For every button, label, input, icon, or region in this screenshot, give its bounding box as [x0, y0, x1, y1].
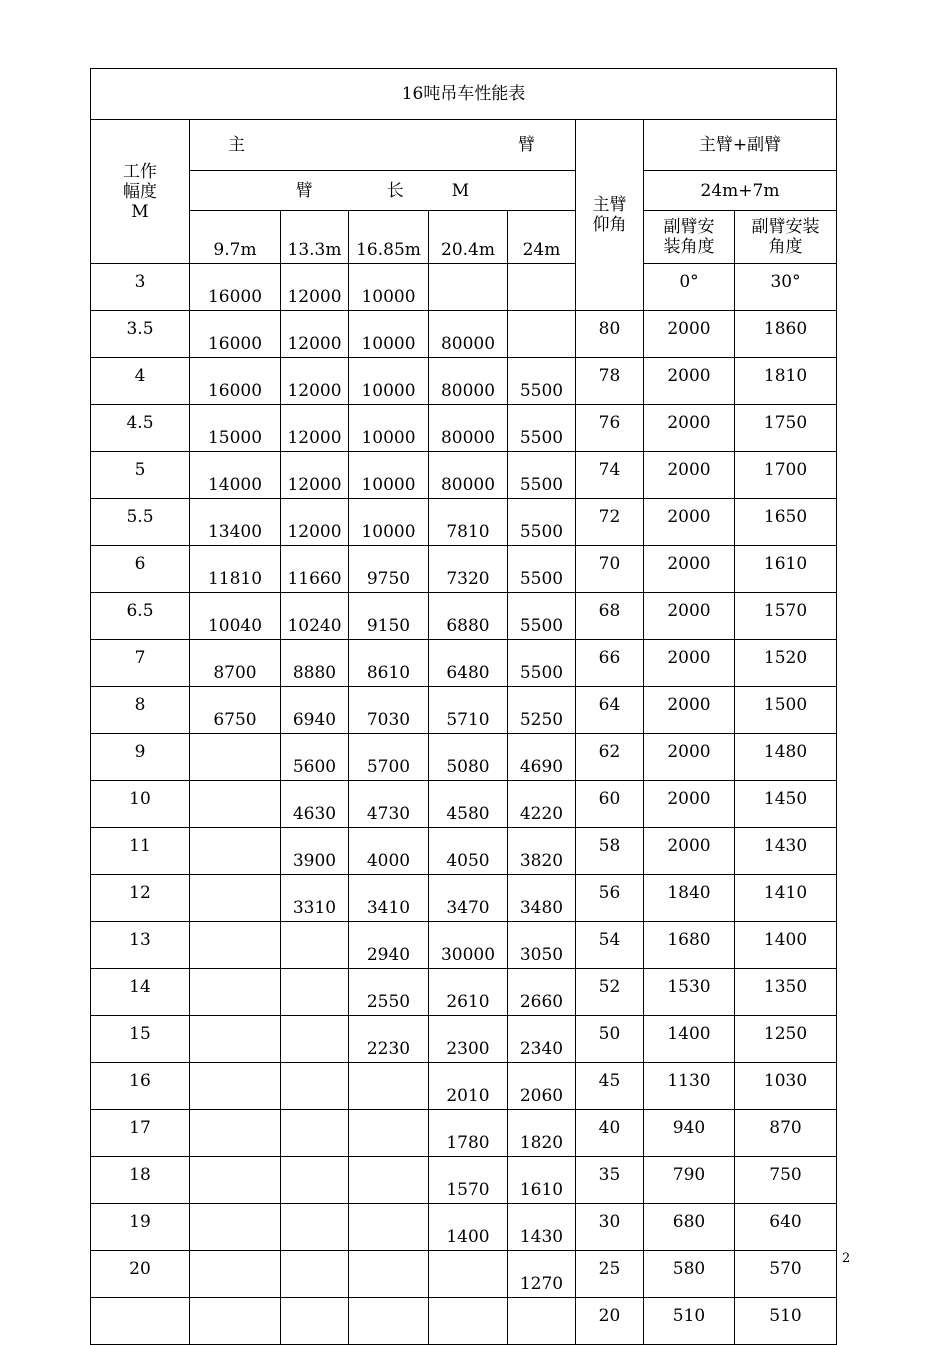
- load-cell: [190, 922, 281, 969]
- elevation-cell: 74: [576, 452, 644, 499]
- page-number: 2: [842, 1251, 851, 1266]
- aux-load-a-cell: 2000: [644, 734, 735, 781]
- radius-cell: 5: [91, 452, 190, 499]
- table-row: [91, 1251, 837, 1298]
- load-cell: [281, 1298, 349, 1345]
- table-row: [91, 875, 837, 922]
- load-cell: 1820: [508, 1110, 576, 1157]
- aux-load-b-cell: 1350: [735, 969, 837, 1016]
- main-boom-char-1: 主: [228, 135, 245, 155]
- load-cell: [190, 1157, 281, 1204]
- load-cell: [190, 1063, 281, 1110]
- load-cell: 4220: [508, 781, 576, 828]
- aux-load-a-cell: 940: [644, 1110, 735, 1157]
- aux-load-a-cell: 1680: [644, 922, 735, 969]
- elevation-cell: 52: [576, 969, 644, 1016]
- radius-cell: 17: [91, 1110, 190, 1157]
- elevation-cell: 62: [576, 734, 644, 781]
- radius-cell: 13: [91, 922, 190, 969]
- header-line: 副臂安装: [751, 217, 820, 237]
- table-row: [91, 781, 837, 828]
- load-cell: 2940: [349, 922, 429, 969]
- load-cell: [508, 264, 576, 311]
- load-cell: 1780: [429, 1110, 508, 1157]
- elevation-cell: 76: [576, 405, 644, 452]
- load-cell: 3050: [508, 922, 576, 969]
- aux-load-a-cell: 1130: [644, 1063, 735, 1110]
- elevation-cell: 30: [576, 1204, 644, 1251]
- aux-load-b-cell: 1750: [735, 405, 837, 452]
- load-cell: 12000: [281, 264, 349, 311]
- load-cell: 10000: [349, 264, 429, 311]
- aux-load-a-cell: 2000: [644, 781, 735, 828]
- radius-cell: 9: [91, 734, 190, 781]
- load-cell: 4000: [349, 828, 429, 875]
- load-cell: 5710: [429, 687, 508, 734]
- table-row: [91, 1110, 837, 1157]
- aux-load-b-cell: 510: [735, 1298, 837, 1345]
- load-cell: 6750: [190, 687, 281, 734]
- aux-load-a-cell: 2000: [644, 640, 735, 687]
- radius-cell: 5.5: [91, 499, 190, 546]
- load-cell: [190, 875, 281, 922]
- load-cell: 3480: [508, 875, 576, 922]
- load-cell: [429, 1251, 508, 1298]
- radius-cell: [91, 1298, 190, 1345]
- load-cell: 5600: [281, 734, 349, 781]
- load-cell: [190, 734, 281, 781]
- elevation-cell: 35: [576, 1157, 644, 1204]
- load-cell: [281, 1110, 349, 1157]
- load-cell: [190, 1251, 281, 1298]
- aux-load-a-cell: 2000: [644, 593, 735, 640]
- load-cell: 7320: [429, 546, 508, 593]
- table-row: [91, 358, 837, 405]
- aux-load-b-cell: 1430: [735, 828, 837, 875]
- load-cell: 3820: [508, 828, 576, 875]
- aux-load-b-cell: 750: [735, 1157, 837, 1204]
- aux-load-b-cell: 870: [735, 1110, 837, 1157]
- load-cell: 4050: [429, 828, 508, 875]
- load-cell: 4730: [349, 781, 429, 828]
- load-cell: 10000: [349, 452, 429, 499]
- header-line: 角度: [768, 237, 803, 257]
- radius-cell: 6: [91, 546, 190, 593]
- aux-deg-b: 30°: [735, 264, 837, 311]
- table-row: [91, 311, 837, 358]
- aux-load-b-cell: 1610: [735, 546, 837, 593]
- aux-boom-header: 主臂+副臂: [644, 120, 837, 171]
- load-cell: [281, 969, 349, 1016]
- boom-length-char: 长: [386, 180, 404, 201]
- load-cell: [190, 1110, 281, 1157]
- load-cell: 10000: [349, 405, 429, 452]
- load-cell: 3900: [281, 828, 349, 875]
- elevation-cell: 72: [576, 499, 644, 546]
- load-cell: 2230: [349, 1016, 429, 1063]
- load-cell: 2610: [429, 969, 508, 1016]
- aux-load-b-cell: 1030: [735, 1063, 837, 1110]
- table-row: [91, 828, 837, 875]
- elevation-cell: 68: [576, 593, 644, 640]
- aux-load-b-cell: 1500: [735, 687, 837, 734]
- load-cell: 10000: [349, 499, 429, 546]
- boom-length-unit: M: [451, 180, 470, 201]
- load-cell: 1430: [508, 1204, 576, 1251]
- elevation-cell: 64: [576, 687, 644, 734]
- load-cell: [281, 922, 349, 969]
- load-cell: [508, 1298, 576, 1345]
- load-cell: 5500: [508, 546, 576, 593]
- aux-load-a-cell: 1840: [644, 875, 735, 922]
- aux-load-b-cell: 1480: [735, 734, 837, 781]
- load-cell: 5500: [508, 640, 576, 687]
- aux-load-a-cell: 2000: [644, 405, 735, 452]
- radius-cell: 16: [91, 1063, 190, 1110]
- load-cell: 5500: [508, 499, 576, 546]
- work-radius-header: [91, 120, 190, 264]
- radius-cell: 12: [91, 875, 190, 922]
- load-cell: [190, 828, 281, 875]
- header-line: 幅度: [123, 181, 157, 202]
- load-cell: [349, 1204, 429, 1251]
- length-col-1: 9.7m: [190, 211, 281, 264]
- elevation-cell: 80: [576, 311, 644, 358]
- load-cell: 15000: [190, 405, 281, 452]
- radius-cell: 14: [91, 969, 190, 1016]
- radius-cell: 4.5: [91, 405, 190, 452]
- elevation-cell: 56: [576, 875, 644, 922]
- elevation-cell: 78: [576, 358, 644, 405]
- table-row: [91, 922, 837, 969]
- load-cell: 7030: [349, 687, 429, 734]
- load-cell: 11660: [281, 546, 349, 593]
- table-row: [91, 734, 837, 781]
- header-line: 装角度: [663, 237, 715, 257]
- table-row: [91, 1298, 837, 1345]
- aux-load-a-cell: 580: [644, 1251, 735, 1298]
- load-cell: [190, 781, 281, 828]
- load-cell: 2010: [429, 1063, 508, 1110]
- load-cell: 13400: [190, 499, 281, 546]
- aux-load-a-cell: 2000: [644, 452, 735, 499]
- elevation-cell: 45: [576, 1063, 644, 1110]
- header-line: 副臂安: [663, 217, 715, 237]
- aux-load-b-cell: 1520: [735, 640, 837, 687]
- load-cell: 9750: [349, 546, 429, 593]
- load-cell: 5700: [349, 734, 429, 781]
- aux-load-b-cell: 1570: [735, 593, 837, 640]
- load-cell: [281, 1016, 349, 1063]
- aux-load-b-cell: 1250: [735, 1016, 837, 1063]
- load-cell: 7810: [429, 499, 508, 546]
- load-cell: [281, 1063, 349, 1110]
- load-cell: 80000: [429, 311, 508, 358]
- aux-load-b-cell: 1450: [735, 781, 837, 828]
- load-cell: 6940: [281, 687, 349, 734]
- load-cell: [281, 1251, 349, 1298]
- header-line: M: [131, 201, 149, 222]
- load-cell: [349, 1251, 429, 1298]
- load-cell: 16000: [190, 311, 281, 358]
- load-cell: [349, 1063, 429, 1110]
- load-cell: 2060: [508, 1063, 576, 1110]
- elevation-header: [576, 120, 644, 311]
- load-cell: 10240: [281, 593, 349, 640]
- elevation-cell: 70: [576, 546, 644, 593]
- load-cell: 2550: [349, 969, 429, 1016]
- load-cell: 12000: [281, 358, 349, 405]
- aux-load-a-cell: 790: [644, 1157, 735, 1204]
- load-cell: 5080: [429, 734, 508, 781]
- radius-cell: 10: [91, 781, 190, 828]
- aux-spec: 24m+7m: [644, 171, 837, 211]
- load-cell: 1570: [429, 1157, 508, 1204]
- elevation-cell: 54: [576, 922, 644, 969]
- load-cell: 5500: [508, 405, 576, 452]
- radius-cell: 15: [91, 1016, 190, 1063]
- aux-load-b-cell: 1810: [735, 358, 837, 405]
- load-cell: 12000: [281, 499, 349, 546]
- load-cell: 6480: [429, 640, 508, 687]
- header-line: 工作: [123, 161, 157, 182]
- table-row: [91, 1063, 837, 1110]
- load-cell: 8700: [190, 640, 281, 687]
- aux-load-a-cell: 510: [644, 1298, 735, 1345]
- load-cell: 2660: [508, 969, 576, 1016]
- table-row: [91, 405, 837, 452]
- load-cell: 80000: [429, 405, 508, 452]
- radius-cell: 8: [91, 687, 190, 734]
- header-line: 主臂: [592, 195, 627, 215]
- load-cell: 30000: [429, 922, 508, 969]
- radius-cell: 7: [91, 640, 190, 687]
- load-cell: 3310: [281, 875, 349, 922]
- crane-performance-table: [90, 68, 837, 1345]
- length-col-5: 24m: [508, 211, 576, 264]
- radius-cell: 11: [91, 828, 190, 875]
- load-cell: 5500: [508, 452, 576, 499]
- load-cell: 1270: [508, 1251, 576, 1298]
- table-row: [91, 640, 837, 687]
- table-row: [91, 969, 837, 1016]
- load-cell: 9150: [349, 593, 429, 640]
- load-cell: 4580: [429, 781, 508, 828]
- radius-cell: 20: [91, 1251, 190, 1298]
- radius-cell: 19: [91, 1204, 190, 1251]
- load-cell: 12000: [281, 452, 349, 499]
- aux-load-a-cell: 2000: [644, 546, 735, 593]
- load-cell: 2300: [429, 1016, 508, 1063]
- aux-load-a-cell: 1400: [644, 1016, 735, 1063]
- load-cell: 12000: [281, 405, 349, 452]
- aux-load-a-cell: 2000: [644, 311, 735, 358]
- table-row: [91, 1016, 837, 1063]
- main-boom-char-2: 臂: [518, 135, 535, 155]
- elevation-cell: 66: [576, 640, 644, 687]
- aux-load-b-cell: 1860: [735, 311, 837, 358]
- table-row: [91, 687, 837, 734]
- length-col-3: 16.85m: [349, 211, 429, 264]
- load-cell: [190, 1298, 281, 1345]
- load-cell: 10000: [349, 358, 429, 405]
- table-row: [91, 1204, 837, 1251]
- load-cell: [429, 1298, 508, 1345]
- aux-load-b-cell: 570: [735, 1251, 837, 1298]
- load-cell: 80000: [429, 358, 508, 405]
- aux-load-a-cell: 2000: [644, 687, 735, 734]
- radius-cell: 3.5: [91, 311, 190, 358]
- load-cell: 2340: [508, 1016, 576, 1063]
- load-cell: 3470: [429, 875, 508, 922]
- load-cell: 6880: [429, 593, 508, 640]
- table-row: [91, 593, 837, 640]
- load-cell: 1610: [508, 1157, 576, 1204]
- elevation-cell: 20: [576, 1298, 644, 1345]
- load-cell: 16000: [190, 264, 281, 311]
- load-cell: [190, 1016, 281, 1063]
- aux-load-b-cell: 1700: [735, 452, 837, 499]
- load-cell: [281, 1204, 349, 1251]
- load-cell: [508, 311, 576, 358]
- load-cell: 8880: [281, 640, 349, 687]
- load-cell: 8610: [349, 640, 429, 687]
- load-cell: 3410: [349, 875, 429, 922]
- aux-load-a-cell: 680: [644, 1204, 735, 1251]
- aux-load-b-cell: 1650: [735, 499, 837, 546]
- elevation-cell: 40: [576, 1110, 644, 1157]
- boom-length-char: 臂: [295, 180, 313, 201]
- table-row: [91, 546, 837, 593]
- aux-load-b-cell: 1400: [735, 922, 837, 969]
- aux-load-a-cell: 1530: [644, 969, 735, 1016]
- load-cell: 4690: [508, 734, 576, 781]
- aux-angle-a-header: [644, 211, 735, 264]
- load-cell: 14000: [190, 452, 281, 499]
- radius-cell: 18: [91, 1157, 190, 1204]
- aux-load-a-cell: 2000: [644, 499, 735, 546]
- load-cell: [190, 969, 281, 1016]
- radius-cell: 4: [91, 358, 190, 405]
- load-cell: [349, 1110, 429, 1157]
- length-col-2: 13.3m: [281, 211, 349, 264]
- radius-cell: 3: [91, 264, 190, 311]
- load-cell: 12000: [281, 311, 349, 358]
- load-cell: [190, 1204, 281, 1251]
- aux-load-a-cell: 2000: [644, 828, 735, 875]
- aux-angle-b-header: [735, 211, 837, 264]
- elevation-cell: 25: [576, 1251, 644, 1298]
- aux-deg-a: 0°: [644, 264, 735, 311]
- elevation-cell: 50: [576, 1016, 644, 1063]
- load-cell: 11810: [190, 546, 281, 593]
- load-cell: 16000: [190, 358, 281, 405]
- table-row: [91, 1157, 837, 1204]
- load-cell: 5500: [508, 358, 576, 405]
- main-boom-header: [190, 120, 576, 171]
- table-row: [91, 452, 837, 499]
- load-cell: [349, 1157, 429, 1204]
- load-cell: [281, 1157, 349, 1204]
- load-cell: 5250: [508, 687, 576, 734]
- load-cell: 5500: [508, 593, 576, 640]
- table-title: 16吨吊车性能表: [91, 69, 837, 120]
- aux-load-b-cell: 1410: [735, 875, 837, 922]
- length-col-4: 20.4m: [429, 211, 508, 264]
- header-line: 仰角: [592, 215, 627, 235]
- load-cell: 4630: [281, 781, 349, 828]
- load-cell: [349, 1298, 429, 1345]
- aux-load-a-cell: 2000: [644, 358, 735, 405]
- table-row: [91, 499, 837, 546]
- boom-length-header: [190, 171, 576, 211]
- load-cell: [429, 264, 508, 311]
- load-cell: 10040: [190, 593, 281, 640]
- elevation-cell: 58: [576, 828, 644, 875]
- elevation-cell: 60: [576, 781, 644, 828]
- load-cell: 10000: [349, 311, 429, 358]
- radius-cell: 6.5: [91, 593, 190, 640]
- aux-load-b-cell: 640: [735, 1204, 837, 1251]
- load-cell: 1400: [429, 1204, 508, 1251]
- load-cell: 80000: [429, 452, 508, 499]
